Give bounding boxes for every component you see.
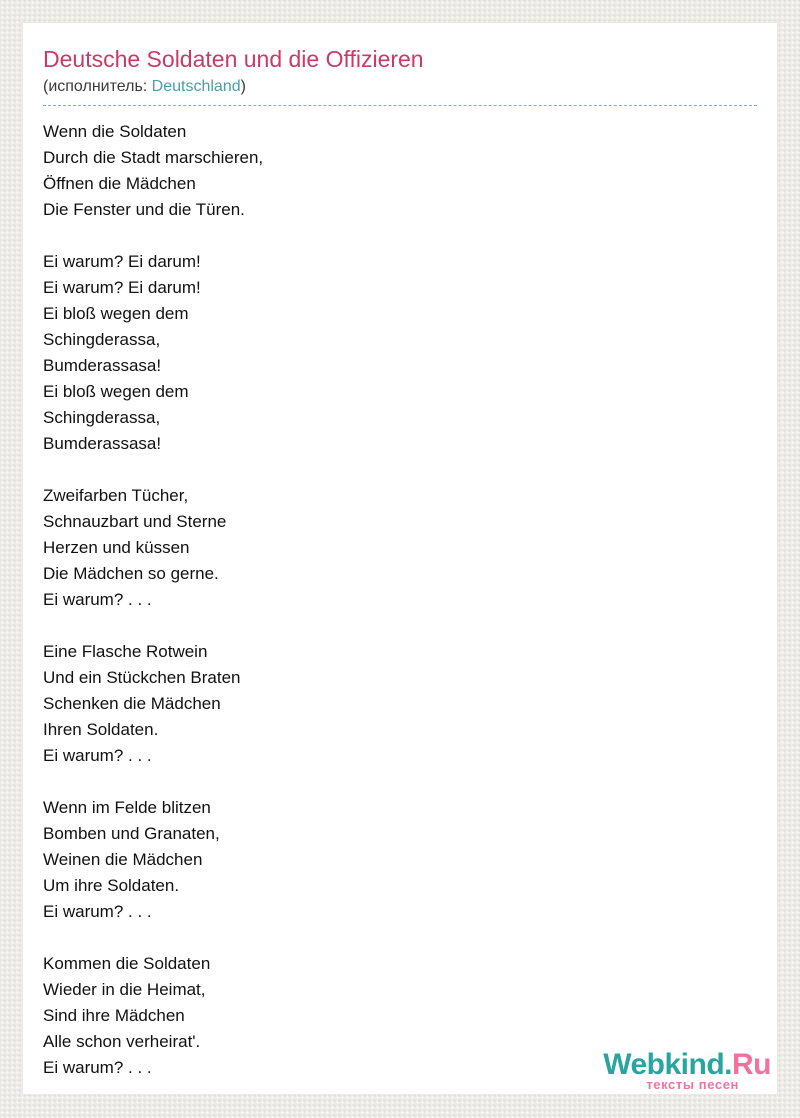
lyric-line: Ei warum? Ei darum!: [43, 252, 201, 271]
artist-link[interactable]: Deutschland: [151, 78, 241, 95]
lyric-line: Und ein Stückchen Braten: [43, 668, 241, 687]
lyric-line: Ihren Soldaten.: [43, 720, 159, 739]
lyric-line: Durch die Stadt marschieren,: [43, 148, 264, 167]
lyric-line: Ei warum? . . .: [43, 590, 152, 609]
artist-label-suffix: ): [240, 78, 246, 95]
logo-tld: Ru: [732, 1048, 771, 1081]
lyric-line: Schenken die Mädchen: [43, 694, 221, 713]
lyric-line: Die Mädchen so gerne.: [43, 564, 219, 583]
stanza-5: [43, 795, 757, 925]
lyric-line: Schingderassa,: [43, 330, 161, 349]
logo-dot: .: [724, 1048, 732, 1081]
lyric-line: Kommen die Soldaten: [43, 954, 211, 973]
lyric-line: Ei warum? Ei darum!: [43, 278, 201, 297]
lyric-line: Wieder in die Heimat,: [43, 980, 206, 999]
logo-name: Webkind: [603, 1048, 725, 1081]
lyric-line: Ei warum? . . .: [43, 1058, 152, 1077]
stanza-2: [43, 249, 757, 457]
logo-tagline: тексты песен: [646, 1077, 739, 1092]
webkind-logo[interactable]: [603, 1049, 771, 1091]
artist-line: [43, 77, 757, 106]
artist-label-prefix: (исполнитель:: [43, 78, 152, 95]
stanza-3: [43, 483, 757, 613]
lyrics-text: [43, 119, 757, 1081]
lyric-line: Weinen die Mädchen: [43, 850, 203, 869]
lyric-line: Schnauzbart und Sterne: [43, 512, 227, 531]
lyric-line: Wenn die Soldaten: [43, 122, 187, 141]
lyric-line: Eine Flasche Rotwein: [43, 642, 208, 661]
lyric-line: Öffnen die Mädchen: [43, 174, 196, 193]
stanza-1: [43, 119, 757, 223]
lyric-line: Alle schon verheirat'.: [43, 1032, 201, 1051]
lyrics-card: [22, 22, 778, 1095]
lyric-line: Bumderassasa!: [43, 356, 162, 375]
stanza-4: [43, 639, 757, 769]
lyric-line: Ei bloß wegen dem: [43, 304, 189, 323]
lyric-line: Wenn im Felde blitzen: [43, 798, 211, 817]
lyric-line: Schingderassa,: [43, 408, 161, 427]
lyric-line: Sind ihre Mädchen: [43, 1006, 185, 1025]
lyric-line: Die Fenster und die Türen.: [43, 200, 245, 219]
lyric-line: Zweifarben Tücher,: [43, 486, 189, 505]
lyric-line: Bumderassasa!: [43, 434, 162, 453]
lyric-line: Herzen und küssen: [43, 538, 190, 557]
lyric-line: Bomben und Granaten,: [43, 824, 220, 843]
lyric-line: Ei warum? . . .: [43, 746, 152, 765]
lyric-line: Ei bloß wegen dem: [43, 382, 189, 401]
lyric-line: Um ihre Soldaten.: [43, 876, 180, 895]
lyric-line: Ei warum? . . .: [43, 902, 152, 921]
page-title: Deutsche Soldaten und die Offizieren: [43, 46, 424, 72]
